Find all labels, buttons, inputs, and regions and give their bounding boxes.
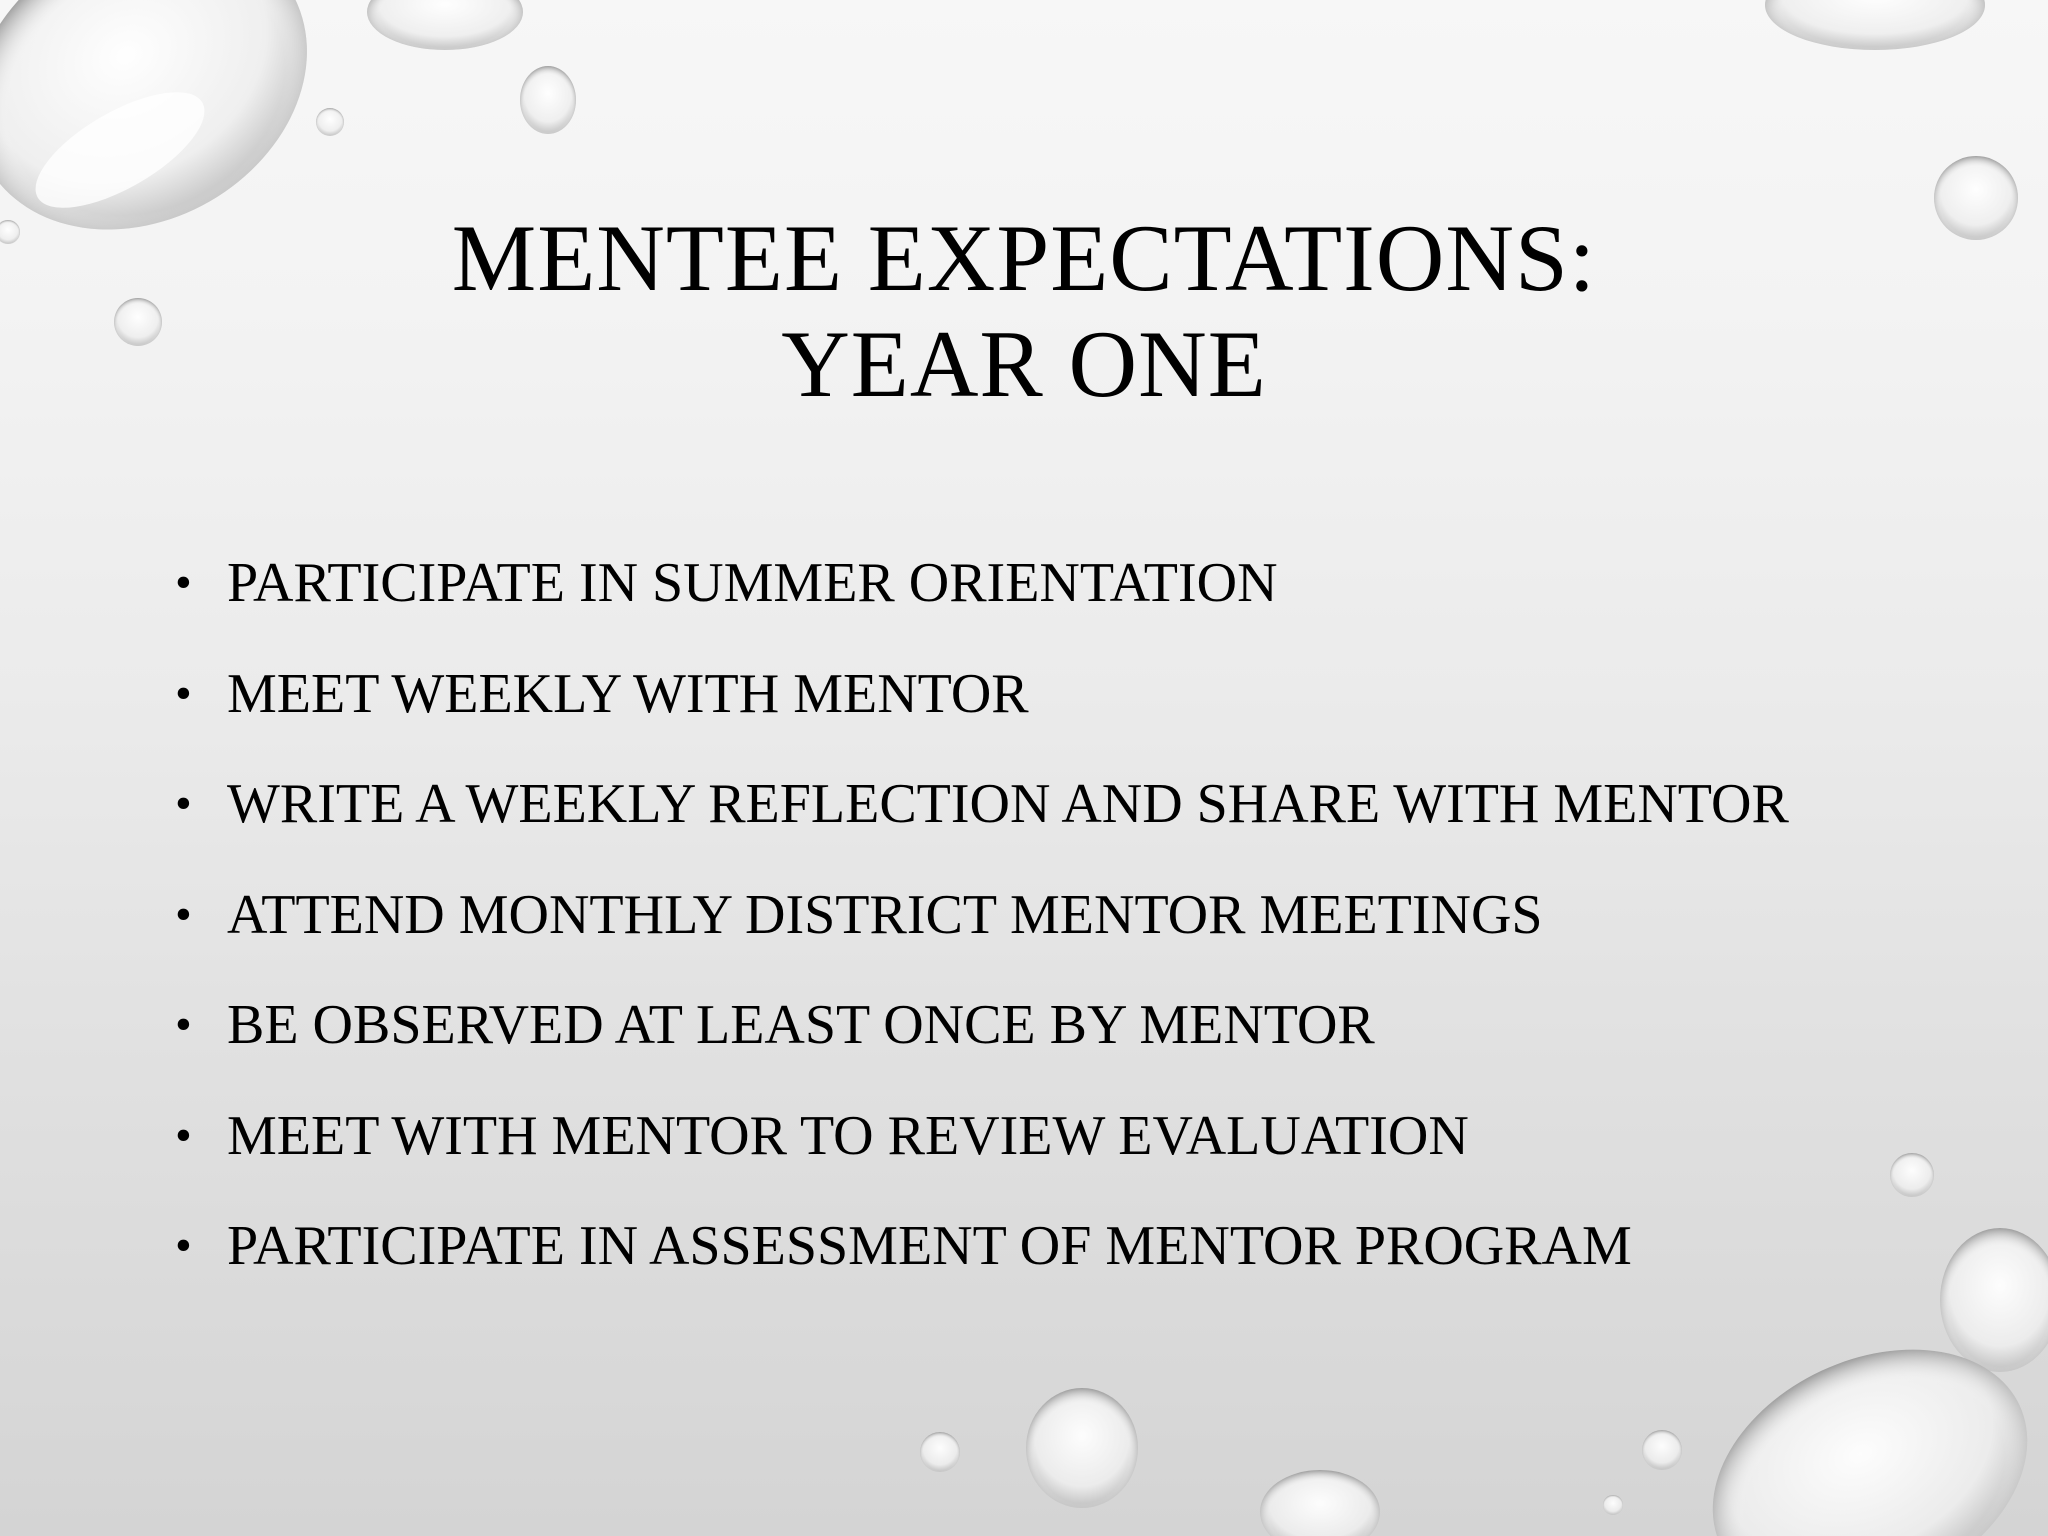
bullet-marker: • (175, 887, 192, 941)
bullet-marker: • (175, 1219, 192, 1272)
bullet-text: PARTICIPATE IN ASSESSMENT OF MENTOR PROGRAM (227, 1215, 1632, 1277)
droplet-bottom-center-large (1026, 1388, 1138, 1508)
bullet-text: ATTEND MONTHLY DISTRICT MENTOR MEETINGS (227, 883, 1543, 946)
bullet-marker: • (175, 777, 192, 830)
droplet-bottom-right-tiny (1603, 1495, 1623, 1515)
droplet-bottom-right-small (1642, 1430, 1682, 1470)
droplet-top-left-medium (520, 66, 576, 134)
bullet-item (175, 639, 1789, 750)
droplet-right-lower-small (1890, 1153, 1934, 1197)
slide-title (0, 205, 2048, 417)
bullet-text: WRITE A WEEKLY REFLECTION AND SHARE WITH MENTOR (227, 773, 1789, 835)
bullet-item (175, 749, 1789, 860)
bullet-marker: • (175, 666, 192, 720)
bullet-marker: • (175, 998, 192, 1051)
droplet-bottom-right-big (1672, 1301, 2048, 1536)
droplet-top-right-large (1765, 0, 1985, 50)
slide-title-line-1: MENTEE EXPECTATIONS: (451, 205, 1597, 311)
slide-title-line-2: YEAR ONE (781, 311, 1267, 417)
bullet-item (175, 860, 1789, 971)
bullet-text: MEET WEEKLY WITH MENTOR (227, 662, 1029, 725)
droplet-bottom-center-right (1260, 1470, 1380, 1536)
bullet-text: MEET WITH MENTOR TO REVIEW EVALUATION (227, 1104, 1469, 1167)
bullet-list (175, 528, 1789, 1302)
droplet-top-left-top (367, 0, 523, 50)
bullet-marker: • (175, 556, 192, 609)
droplet-top-left-small (316, 108, 344, 136)
droplet-bottom-center-small (920, 1432, 960, 1472)
bullet-item (175, 1191, 1789, 1302)
bullet-item (175, 1081, 1789, 1192)
bullet-item (175, 528, 1789, 639)
bullet-text: PARTICIPATE IN SUMMER ORIENTATION (227, 552, 1278, 614)
bullet-marker: • (175, 1108, 192, 1162)
bullet-text: BE OBSERVED AT LEAST ONCE BY MENTOR (227, 994, 1375, 1056)
bullet-item (175, 970, 1789, 1081)
droplet-right-lower-large (1940, 1228, 2048, 1372)
